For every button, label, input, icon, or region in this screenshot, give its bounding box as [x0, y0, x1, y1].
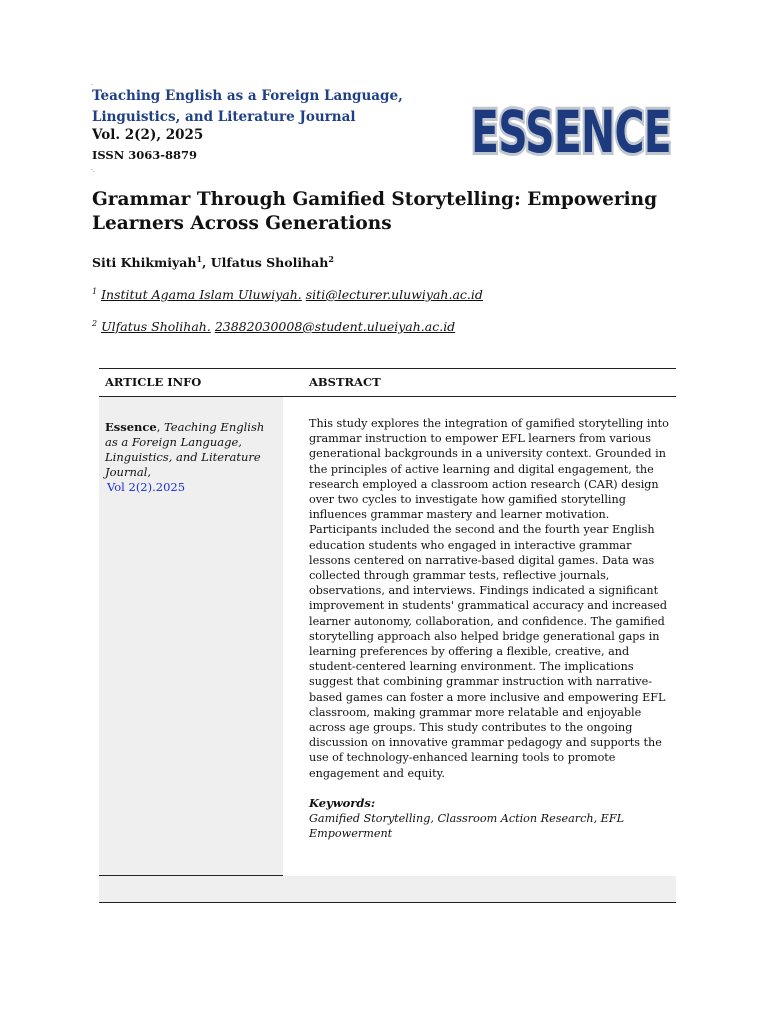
- volume-link[interactable]: Vol 2(2).2025: [107, 480, 186, 494]
- stray-mark-bottom: ·.: [91, 167, 95, 174]
- abstract-text: This study explores the integration of gamified storytelling into grammar instruction to empower EFL learners from various generational backgrounds in a university context. Grounded in the principles of active learning and digital engagement, the research employed a classroom action research (CAR) design over two cycles to investigate how gamified storytelling influences grammar mastery and learner motivation. Participants included the second and the fourth year English education students who engaged in interactive grammar lessons centered on narrative-based digital games. Data was collected through grammar tests, reflective journals, observations, and interviews. Findings indicated a significant improvement in students' grammatical accuracy and increased learner autonomy, collaboration, and confidence. The gamified storytelling approach also helped bridge generational gaps in learning preferences by offering a flexible, creative, and student-centered learning environment. The implications suggest that combining grammar instruction with narrative-based games can foster a more inclusive and empowering EFL classroom, making grammar more relatable and enjoyable across age groups. This study contributes to the ongoing discussion on innovative grammar pedagogy and supports the use of technology-enhanced learning tools to promote engagement and equity.: [309, 417, 669, 780]
- journal-volume: Vol. 2(2), 2025: [92, 127, 204, 143]
- affiliation-number: 1: [92, 287, 98, 296]
- table-top-rule: [99, 368, 676, 369]
- journal-name-line2: Linguistics, and Literature Journal: [92, 108, 356, 125]
- article-info-header: ARTICLE INFO: [105, 375, 202, 389]
- affiliation-author-name[interactable]: Ulfatus Sholihah.: [101, 319, 211, 335]
- affiliation-institution[interactable]: Institut Agama Islam Uluwiyah.: [101, 287, 302, 303]
- affiliation-2: [92, 319, 455, 334]
- journal-full-name: Teaching English as a Foreign Language, Linguistics, and Literature Journal,: [105, 420, 265, 479]
- author-name: Ulfatus Sholihah: [210, 255, 329, 271]
- author-email-link[interactable]: siti@lecturer.uluwiyah.ac.id: [305, 287, 483, 303]
- author-affiliation-number: 2: [328, 254, 334, 264]
- affiliation-number: 2: [92, 319, 98, 328]
- journal-short-name: Essence: [105, 420, 157, 434]
- affiliation-1: [92, 287, 483, 302]
- stray-mark-top: .: [91, 80, 93, 87]
- abstract-header: ABSTRACT: [309, 375, 381, 389]
- keywords-list: Gamified Storytelling, Classroom Action Research, EFL Empowerment: [309, 812, 625, 840]
- svg-text:ESSENCE: ESSENCE: [471, 98, 671, 166]
- journal-name: [92, 86, 412, 127]
- table-bottom-rule: [99, 902, 676, 903]
- journal-name-line1: Teaching English as a Foreign Language,: [92, 88, 403, 104]
- citation-separator: ,: [156, 420, 165, 434]
- article-title: Grammar Through Gamified Storytelling: Empowering Learners Across Generations: [92, 189, 658, 234]
- table-footer-cell-left: [99, 876, 283, 902]
- article-info-citation: [105, 420, 277, 495]
- author-affiliation-number: 1: [196, 254, 203, 264]
- keywords-label: Keywords:: [309, 796, 376, 810]
- journal-issn: ISSN 3063-8879: [92, 148, 198, 162]
- table-footer-cell: [283, 876, 676, 902]
- author-list: [92, 254, 334, 270]
- author-email-link[interactable]: 23882030008@student.ulueiyah.ac.id: [214, 319, 456, 335]
- author-name: Siti Khikmiyah: [92, 255, 197, 271]
- essence-logo: [466, 88, 676, 164]
- author-separator: ,: [202, 255, 211, 271]
